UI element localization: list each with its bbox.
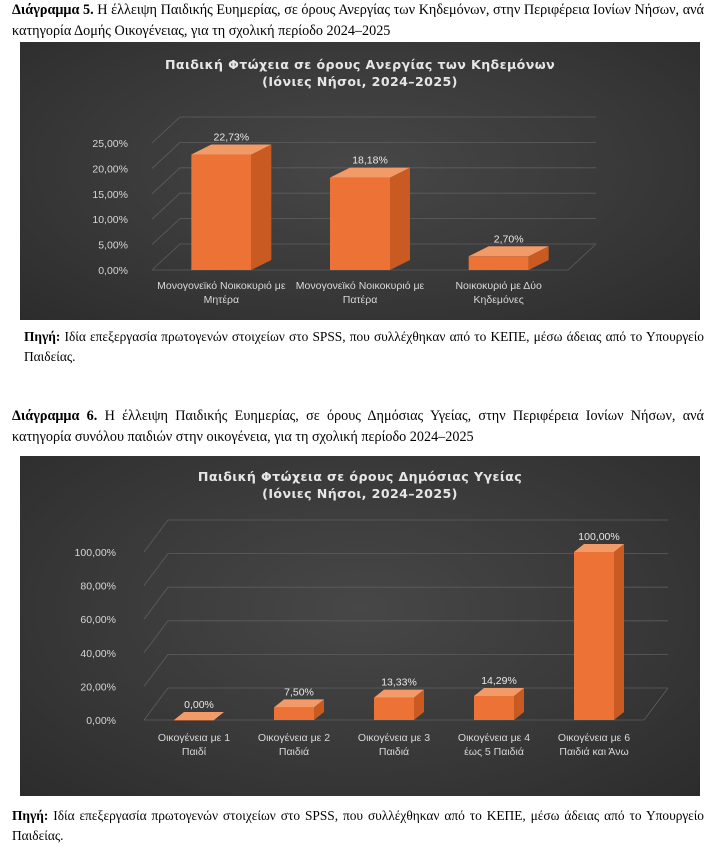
bar-group bbox=[474, 688, 524, 720]
category-label: Οικογένεια με 3 bbox=[357, 732, 431, 744]
data-label: 14,29% bbox=[481, 674, 517, 687]
bar-group bbox=[574, 544, 624, 720]
chart-title-line: (Ιόνιες Νήσοι, 2024–2025) bbox=[262, 486, 458, 501]
figure-5-source-text: Ιδία επεξεργασία πρωτογενών στοιχείων στο SPSS, που συλλέχθηκαν από το ΚΕΠΕ, μέσω άδειας από το Υπουργείο Παιδείας. bbox=[24, 329, 704, 364]
bar bbox=[191, 155, 251, 270]
y-tick-label: 10,00% bbox=[92, 214, 128, 227]
y-tick-label: 25,00% bbox=[92, 138, 128, 150]
figure-6-caption bbox=[12, 406, 704, 448]
category-label: Οικογένεια με 1 bbox=[157, 732, 231, 744]
floor-edge-side bbox=[568, 244, 596, 270]
figure-5-caption bbox=[12, 0, 704, 42]
bar-top bbox=[174, 712, 224, 720]
bar-side bbox=[251, 145, 271, 270]
figure-6-source-text: Ιδία επεξεργασία πρωτογενών στοιχείων στο SPSS, που συλλέχθηκαν από το ΚΕΠΕ, μέσω άδειας από το Υπουργείο Παιδείας. bbox=[12, 808, 704, 843]
y-tick-label: 0,00% bbox=[86, 715, 116, 727]
chart-unemployment bbox=[20, 42, 700, 320]
bar bbox=[469, 256, 529, 270]
figure-5-label: Διάγραμμα 5. bbox=[12, 2, 94, 18]
category-label: Παιδιά bbox=[278, 746, 310, 758]
y-tick-label: 0,00% bbox=[98, 265, 128, 277]
y-tick-label: 100,00% bbox=[74, 547, 116, 559]
category-label: Μονογονεϊκό Νοικοκυριό με bbox=[157, 280, 286, 292]
category-label: Πατέρα bbox=[342, 294, 378, 306]
category-label: Παιδιά και Άνω bbox=[559, 746, 629, 758]
data-label: 18,18% bbox=[352, 154, 388, 167]
bar-group bbox=[174, 712, 224, 721]
figure-5-source-label: Πηγή: bbox=[24, 329, 61, 344]
bar-group bbox=[469, 246, 549, 270]
y-tick-label: 15,00% bbox=[92, 188, 128, 201]
chart-unemployment-svg bbox=[20, 42, 700, 320]
data-label: 0,00% bbox=[184, 699, 214, 711]
figure-6-source-label: Πηγή: bbox=[12, 808, 49, 823]
category-label: Νοικοκυριό με Δύο bbox=[455, 280, 542, 292]
data-label: 100,00% bbox=[578, 531, 620, 543]
y-tick-label: 80,00% bbox=[80, 580, 116, 593]
bar bbox=[374, 698, 414, 720]
chart-title-line: (Ιόνιες Νήσοι, 2024–2025) bbox=[262, 74, 458, 89]
y-tick-label: 40,00% bbox=[80, 647, 116, 660]
bar bbox=[574, 552, 614, 720]
data-label: 7,50% bbox=[284, 686, 314, 699]
category-label: Παιδί bbox=[181, 746, 207, 758]
bar bbox=[330, 178, 390, 270]
chart-title-line: Παιδική Φτώχεια σε όρους Δημόσιας Υγείας bbox=[197, 469, 523, 484]
figure-6-source bbox=[12, 806, 704, 846]
y-tick-label: 20,00% bbox=[80, 681, 116, 694]
category-label: Οικογένεια με 2 bbox=[257, 732, 331, 744]
category-label: Μονογονεϊκό Νοικοκυριό με bbox=[295, 280, 425, 292]
figure-5-source bbox=[24, 327, 704, 367]
y-tick-label: 60,00% bbox=[80, 614, 116, 627]
data-label: 22,73% bbox=[213, 131, 250, 144]
y-tick-label: 5,00% bbox=[98, 239, 128, 252]
category-label: Οικογένεια με 6 bbox=[557, 732, 631, 744]
bar bbox=[274, 707, 314, 720]
bar-group bbox=[274, 699, 324, 720]
category-label: Κηδεμόνες bbox=[473, 294, 524, 306]
bar bbox=[174, 720, 214, 721]
bar-side bbox=[614, 544, 624, 720]
y-tick-label: 20,00% bbox=[92, 163, 128, 176]
category-label: Οικογένεια με 4 bbox=[457, 732, 531, 744]
bar-group bbox=[191, 145, 271, 270]
data-label: 2,70% bbox=[493, 233, 524, 246]
figure-6-label: Διάγραμμα 6. bbox=[12, 408, 98, 424]
category-label: Παιδιά bbox=[378, 746, 410, 758]
bar bbox=[474, 696, 514, 720]
category-label: Μητέρα bbox=[203, 294, 240, 306]
category-label: έως 5 Παιδιά bbox=[464, 746, 524, 758]
bar-side bbox=[390, 168, 410, 270]
bar-group bbox=[374, 690, 424, 720]
figure-6-caption-text: Η έλλειψη Παιδικής Ευημερίας, σε όρους Δημόσιας Υγείας, στην Περιφέρεια Ιονίων Νήσων, ανά κατηγορία συνόλου παιδιών στην οικογένεια, για τη σχολική περίοδο 2024–2025 bbox=[12, 408, 704, 445]
data-label: 13,33% bbox=[381, 676, 417, 689]
chart-public-health bbox=[20, 456, 700, 796]
chart-public-health-svg bbox=[20, 456, 700, 796]
chart-title-line: Παιδική Φτώχεια σε όρους Ανεργίας των Κηδεμόνων bbox=[164, 57, 556, 72]
floor-edge-side bbox=[644, 688, 668, 720]
figure-5-caption-text: Η έλλειψη Παιδικής Ευημερίας, σε όρους Ανεργίας των Κηδεμόνων, στην Περιφέρεια Ιονίων Νήσων, ανά κατηγορία Δομής Οικογένειας, για τη σχολική περίοδο 2024–2025 bbox=[12, 2, 704, 39]
bar-group bbox=[330, 168, 410, 270]
